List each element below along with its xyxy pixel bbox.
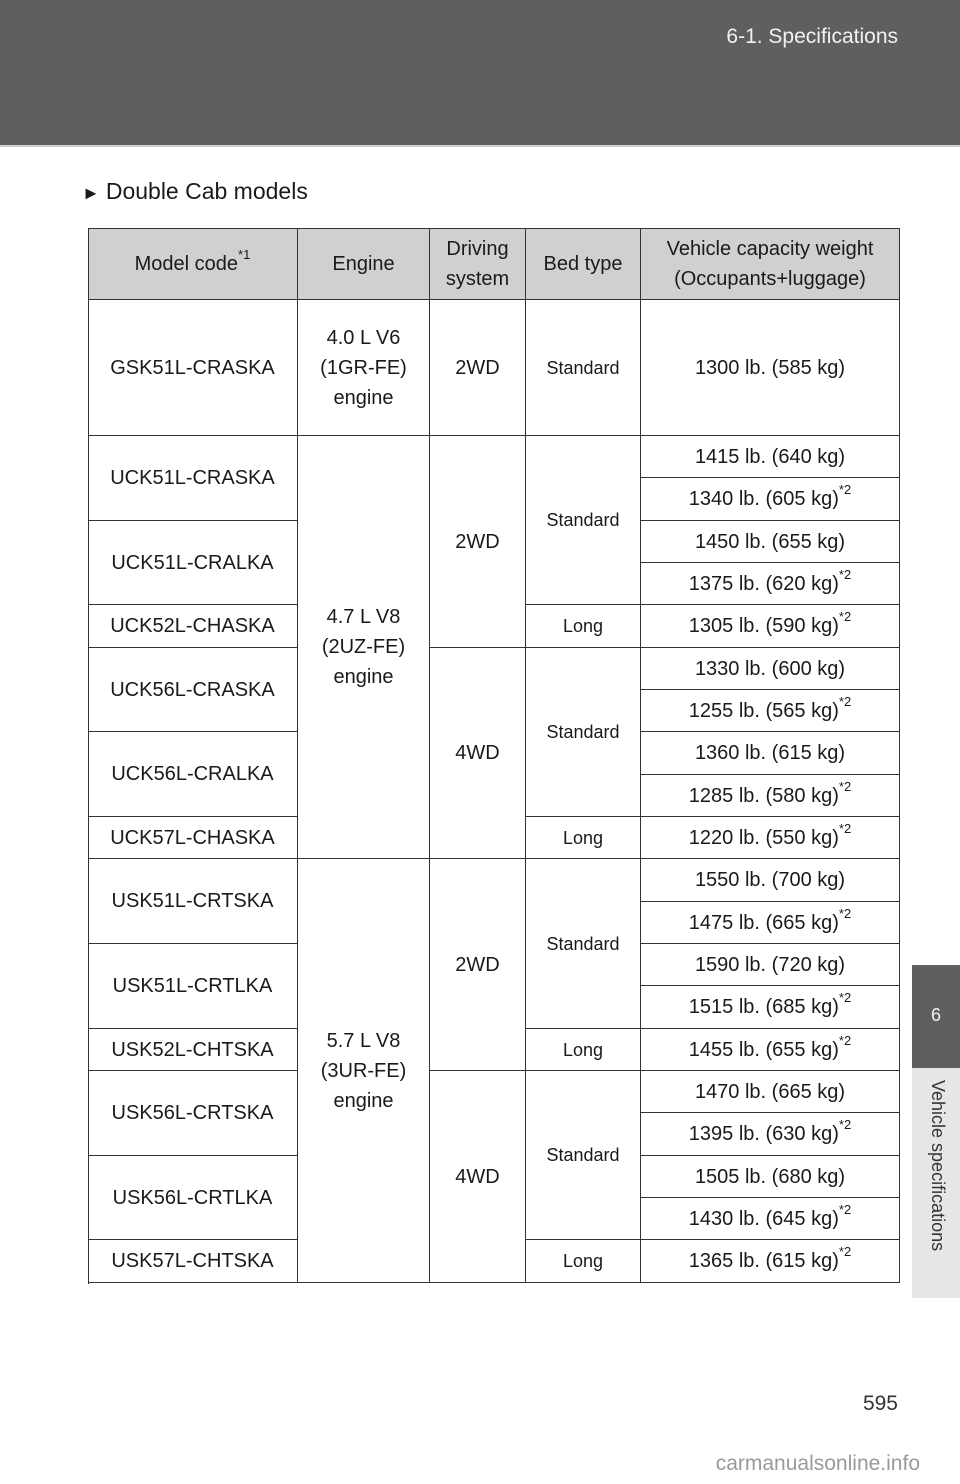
bed-type-cell-text [563,1035,603,1065]
capacity-weight-cell [641,859,900,902]
cell-text: Long [562,827,604,848]
capacity-weight-cell-text [695,950,845,980]
cell-text: Standard [546,1145,620,1165]
capacity-weight-cell-text [689,1246,851,1276]
driving-system-cell-text [455,1162,499,1192]
capacity-weight-cell-text [689,484,851,514]
capacity-weight-cell [641,1156,900,1198]
model-code-cell [88,859,298,944]
model-code-cell [88,1071,298,1156]
cell-text: UCK56L-CRALKA [111,763,274,785]
model-code-cell [88,1029,298,1071]
capacity-weight-cell-text [688,1201,852,1234]
capacity-weight-cell [641,1029,900,1071]
capacity-weight-cell-text [689,611,851,641]
bed-type-cell-text [546,353,619,383]
cell-text: Standard [546,510,620,530]
footnote-marker: *2 [838,1032,852,1048]
capacity-weight-cell-text [688,693,852,726]
capacity-weight-cell-text [688,566,852,599]
capacity-weight-cell [641,563,900,605]
driving-system-cell-text [455,738,499,768]
cell-text: UCK51L-CRASKA [110,467,275,489]
cell-text: 1515 lb. (685 kg) [688,996,839,1018]
cell-text: 4WD [455,1165,500,1188]
footnote-marker: *2 [838,990,852,1006]
heading-text: Double Cab models [105,178,308,204]
footnote-marker: *2 [838,905,852,921]
capacity-weight-cell-text [688,1032,852,1065]
cell-text: Long [562,1039,604,1060]
bed-type-cell-text [546,929,619,959]
section-label: 6-1. Specifications [726,25,898,48]
model-code-cell-text [110,823,275,853]
cell-text: 1305 lb. (590 kg) [688,615,839,637]
driving-system-cell-text [455,527,499,557]
bed-type-cell-text [563,1246,603,1276]
watermark: carmanualsonline.info [715,1452,920,1475]
model-code-cell-text [111,548,273,578]
cell-text: USK56L-CRTLKA [112,1186,273,1209]
cell-text: Standard [546,933,620,954]
cell-text: UCK51L-CRALKA [111,551,274,574]
cell-text: Long [562,616,604,636]
footnote-marker: *1 [238,246,251,262]
cell-text: Driving system [445,237,510,290]
driving-system-cell [430,436,526,648]
capacity-weight-cell [641,817,900,859]
bed-type-cell-text [546,1140,619,1170]
model-code-cell-text [110,463,275,493]
cell-text: 1285 lb. (580 kg) [688,784,839,807]
capacity-weight-cell [641,478,900,521]
cell-text: 1590 lb. (720 kg) [694,953,846,976]
capacity-weight-cell-text [688,820,852,853]
capacity-weight-cell-text [689,1119,851,1149]
model-code-cell-text [113,1183,273,1213]
cell-text: USK51L-CRTSKA [111,890,274,912]
bed-type-cell-text [546,505,619,535]
model-code-cell-text [112,886,274,916]
chapter-label: Vehicle specifications [928,1080,948,1252]
capacity-weight-cell [641,300,900,436]
driving-system-cell [430,859,526,1071]
model-code-cell [88,521,298,605]
section-heading [82,178,308,205]
chapter-number: 6 [930,1005,941,1025]
capacity-weight-cell-text [688,778,852,811]
footnote-marker: *2 [838,566,852,582]
cell-text: USK57L-CHTSKA [111,1250,274,1272]
model-code-cell-text [113,971,273,1001]
header-model-code-text [134,246,251,279]
page-header [0,0,960,145]
bed-type-cell [526,1071,641,1240]
triangle-marker-icon: ► [82,183,100,203]
driving-system-cell [430,1071,526,1283]
cell-text: Bed type [543,252,623,275]
cell-text: 1470 lb. (665 kg) [694,1080,846,1103]
cell-text: 1365 lb. (615 kg) [688,1250,839,1272]
footnote-marker: *2 [838,693,852,709]
capacity-table [88,228,900,1284]
chapter-strip [912,1068,960,1298]
model-code-cell [88,1240,298,1283]
driving-system-cell-text [455,353,499,383]
cell-text: 1330 lb. (600 kg) [694,657,846,680]
bed-type-cell [526,605,641,648]
cell-text: 4.7 L V8 (2UZ-FE) engine [321,606,406,688]
model-code-cell-text [111,1035,273,1065]
capacity-weight-cell-text [688,905,852,938]
cell-text: 1430 lb. (645 kg) [688,1207,839,1230]
cell-text: 1220 lb. (550 kg) [688,826,839,849]
cell-text: 1450 lb. (655 kg) [694,530,846,553]
engine-cell-text [309,323,419,413]
model-code-cell [88,817,298,859]
cell-text: Vehicle capacity weight (Occupants+luggage) [666,237,874,290]
capacity-weight-cell [641,648,900,690]
bed-type-cell-text [546,717,619,747]
header-bed-type-text [544,249,623,279]
header-engine [298,228,430,300]
capacity-weight-cell [641,1240,900,1283]
cell-text: 1475 lb. (665 kg) [688,911,839,934]
footnote-marker: *2 [838,1117,852,1133]
cell-text: UCK52L-CHASKA [110,615,275,637]
engine-cell [298,300,430,436]
cell-text: 1340 lb. (605 kg) [688,488,839,510]
bed-type-cell [526,1029,641,1071]
model-code-cell [88,605,298,648]
capacity-weight-cell [641,605,900,648]
cell-text: 2WD [455,530,500,553]
footnote-marker: *2 [838,820,852,836]
capacity-weight-cell [641,1113,900,1156]
engine-cell [298,436,430,859]
engine-cell [298,859,430,1283]
cell-text: 1255 lb. (565 kg) [688,699,839,722]
cell-text: Model code [134,252,239,275]
cell-text: Standard [546,722,620,742]
header-driving-system [430,228,526,300]
bed-type-cell-text [563,611,603,641]
capacity-weight-cell [641,521,900,563]
capacity-weight-cell [641,1071,900,1113]
footnote-marker: *2 [838,482,852,498]
capacity-weight-cell-text [695,1162,845,1192]
cell-text: 2WD [455,356,500,379]
engine-cell-text [309,1026,419,1116]
bed-type-cell [526,859,641,1029]
footnote-marker: *2 [838,1201,852,1217]
model-code-cell [88,648,298,732]
model-code-cell [88,732,298,817]
model-code-cell-text [111,759,273,789]
footnote-marker: *2 [838,609,852,625]
header-driving-system-text [430,234,525,294]
cell-text: USK51L-CRTLKA [112,975,273,997]
cell-text: Engine [332,252,395,275]
model-code-cell-text [111,1246,273,1276]
driving-system-cell-text [455,950,499,980]
model-code-cell [88,436,298,521]
driving-system-cell [430,648,526,859]
cell-text: 1455 lb. (655 kg) [688,1038,839,1061]
model-code-cell-text [110,611,275,641]
cell-text: 4.0 L V6 (1GR-FE) engine [320,326,407,409]
cell-text: 1375 lb. (620 kg) [688,572,839,595]
driving-system-cell [430,300,526,436]
capacity-weight-cell [641,775,900,817]
cell-text: UCK56L-CRASKA [110,678,275,701]
cell-text: 1505 lb. (680 kg) [694,1165,846,1188]
model-code-cell-text [112,1098,274,1128]
header-engine-text [324,249,404,279]
capacity-weight-cell [641,986,900,1029]
page-number: 595 [862,1392,898,1415]
cell-text: 1550 lb. (700 kg) [694,869,846,891]
header-capacity-weight [641,228,900,300]
bed-type-cell [526,300,641,436]
capacity-weight-cell-text [695,738,845,768]
cell-text: USK52L-CHTSKA [111,1038,274,1061]
bed-type-cell-text [563,823,603,853]
cell-text: GSK51L-CRASKA [110,356,275,379]
engine-cell-text [309,602,419,692]
cell-text: UCK57L-CHASKA [110,826,275,849]
cell-text: 5.7 L V8 (3UR-FE) engine [320,1029,407,1112]
cell-text: Standard [546,357,620,378]
model-code-cell [88,1156,298,1240]
capacity-weight-cell [641,436,900,478]
capacity-weight-cell-text [695,1077,845,1107]
cell-text: 1395 lb. (630 kg) [688,1123,839,1145]
capacity-weight-cell-text [695,353,845,383]
model-code-cell [88,300,298,436]
capacity-weight-cell [641,902,900,944]
footnote-marker: *2 [838,1244,852,1260]
cell-text: 4WD [455,742,500,764]
capacity-weight-cell-text [695,654,845,684]
capacity-weight-cell [641,690,900,732]
bed-type-cell [526,817,641,859]
chapter-tab[interactable] [912,965,960,1068]
capacity-weight-cell [641,732,900,775]
header-bed-type [526,228,641,300]
capacity-weight-cell [641,1198,900,1240]
capacity-weight-cell-text [695,527,845,557]
model-code-cell-text [110,353,275,383]
bed-type-cell [526,436,641,605]
capacity-weight-cell-text [689,992,851,1022]
footnote-marker: *2 [838,778,852,794]
bed-type-cell [526,648,641,817]
model-code-cell [88,944,298,1029]
cell-text: 1360 lb. (615 kg) [694,742,846,764]
bed-type-cell [526,1240,641,1283]
cell-text: USK56L-CRTSKA [111,1102,274,1124]
model-code-cell-text [110,675,275,705]
capacity-weight-cell-text [695,865,845,895]
header-model-code [88,228,298,300]
cell-text: Long [562,1251,604,1271]
cell-text: 2WD [455,953,500,976]
header-rule [0,145,960,147]
header-capacity-weight-text [641,234,899,294]
capacity-weight-cell-text [695,442,845,472]
cell-text: 1300 lb. (585 kg) [694,356,846,379]
capacity-weight-cell [641,944,900,986]
cell-text: 1415 lb. (640 kg) [694,445,846,468]
